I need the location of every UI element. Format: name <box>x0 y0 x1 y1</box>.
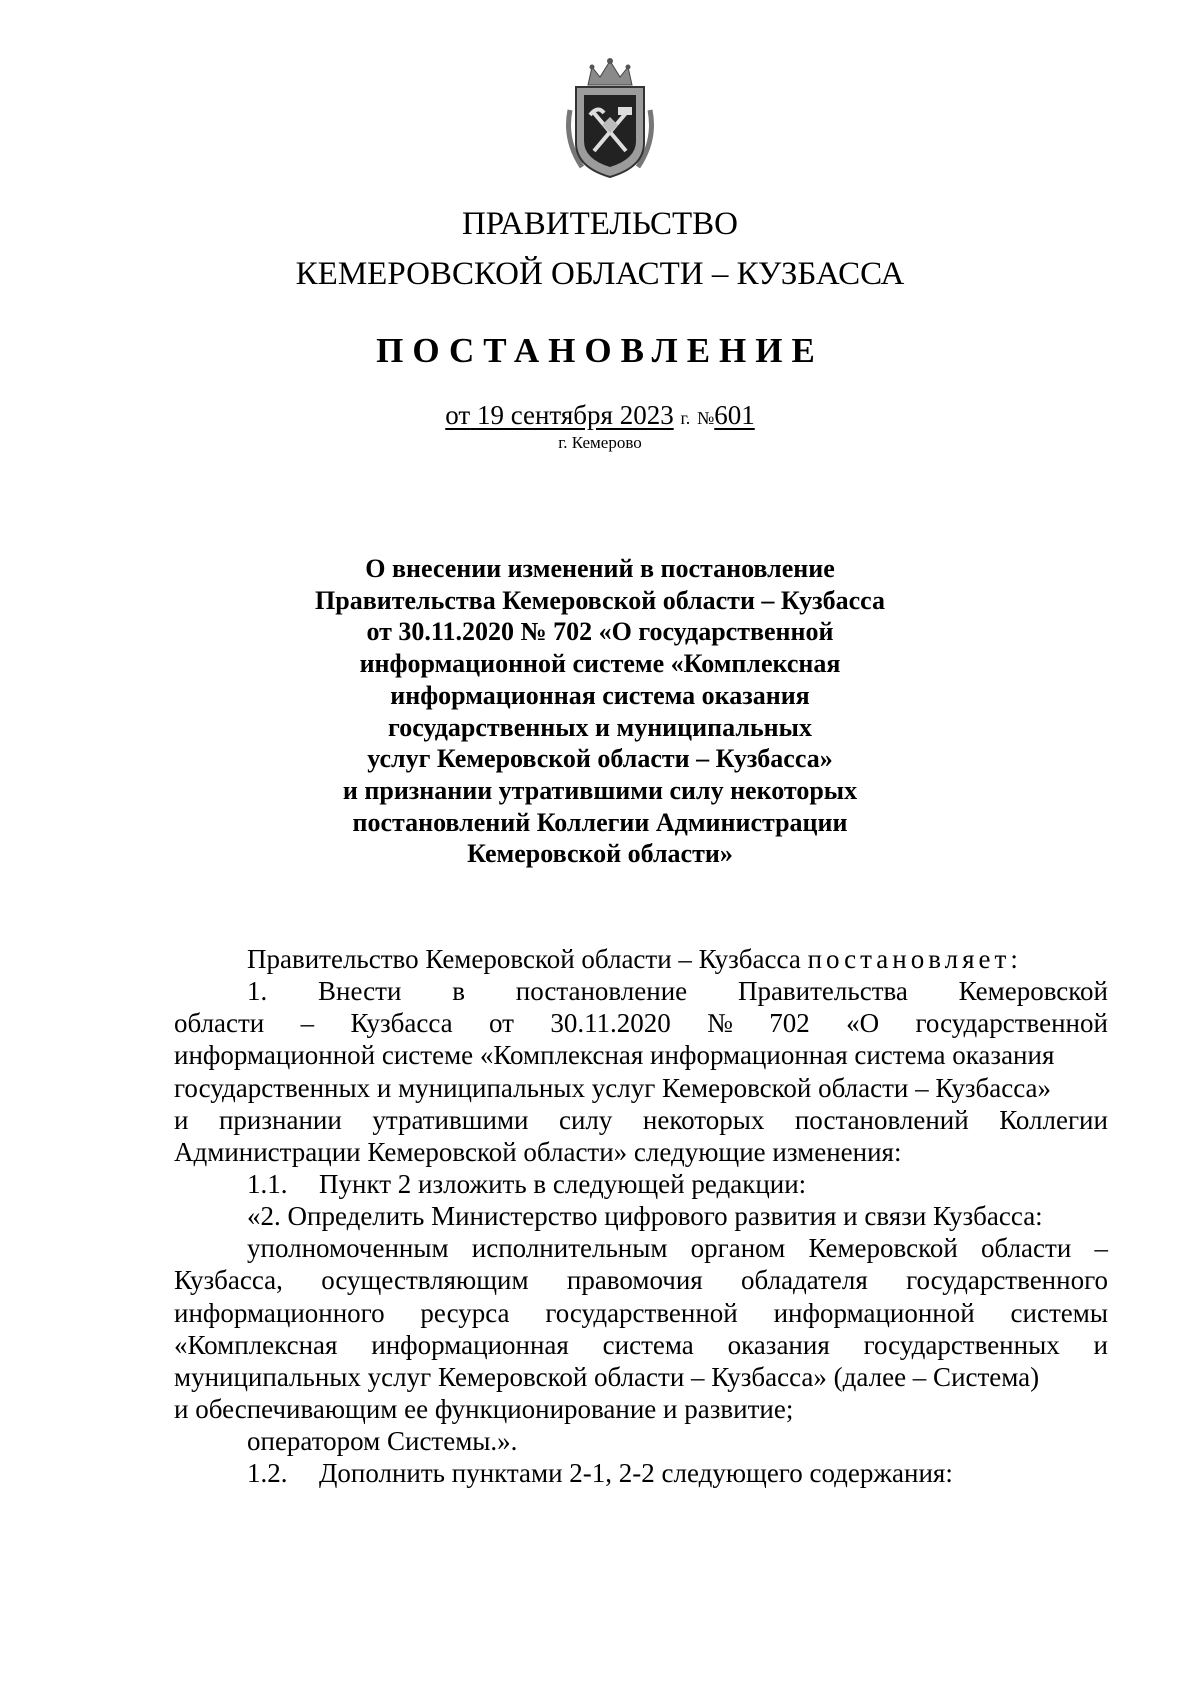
title-line: и признании утратившими силу некоторых <box>342 775 858 805</box>
item1-1-number: 1.1. <box>247 1168 288 1199</box>
item1-2: 1.2. Дополнить пунктами 2-1, 2-2 следующего содержания: <box>247 1458 953 1489</box>
title-line: от 30.11.2020 № 702 «О государственной <box>366 617 834 647</box>
quote-p2: оператором Системы.». <box>247 1426 518 1457</box>
quote-p1-line3: информационного ресурса государственной информационной системы <box>174 1297 1108 1328</box>
item1-number: 1. <box>247 976 268 1007</box>
quote-p1-line4: «Комплексная информационная система оказания государственных и <box>174 1329 1108 1360</box>
document-title <box>250 553 950 870</box>
document-date: 19 сентября 2023 <box>476 400 674 430</box>
title-line: О внесении изменений в постановление <box>365 554 835 583</box>
title-line: услуг Кемеровской области – Кузбасса» <box>367 744 833 774</box>
government-name-line1: ПРАВИТЕЛЬСТВО <box>461 206 739 242</box>
preamble: Правительство Кемеровской области – Кузбасса постановляет: <box>247 944 1018 974</box>
title-line: государственных и муниципальных <box>388 712 812 742</box>
kuzbass-coat-of-arms-icon <box>560 55 660 180</box>
item1-2-number: 1.2. <box>247 1458 288 1489</box>
preamble-keyword: постановляет <box>807 944 1011 974</box>
document-number: 601 <box>714 400 755 430</box>
title-line: постановлений Коллегии Администрации <box>352 807 848 837</box>
number-sign: № <box>697 408 715 428</box>
quote-line: «2. Определить Министерство цифрового развития и связи Кузбасса: <box>247 1201 1043 1232</box>
document-city: г. Кемерово <box>558 433 642 452</box>
title-line: информационная система оказания <box>390 680 810 710</box>
item1-line1: 1. Внести в постановление Правительства Кемеровской <box>247 976 1108 1007</box>
year-suffix: г. <box>680 408 691 428</box>
quote-p1-line1: уполномоченным исполнительным органом Кемеровской области – <box>247 1233 1108 1264</box>
document-date-number <box>0 402 1200 429</box>
quote-p1-line2: Кузбасса, осуществляющим правомочия обладателя государственного <box>174 1265 1108 1296</box>
item1-line5: и признании утратившими силу некоторых постановлений Коллегии <box>174 1104 1108 1135</box>
title-line: Правительства Кемеровской области – Кузбасса <box>315 585 885 615</box>
government-name-line2: КЕМЕРОВСКОЙ ОБЛАСТИ – КУЗБАССА <box>295 256 905 292</box>
document-type: ПОСТАНОВЛЕНИЕ <box>376 331 824 370</box>
item1-line6: Администрации Кемеровской области» следующие изменения: <box>174 1136 902 1167</box>
item1-line4: государственных и муниципальных услуг Кемеровской области – Кузбасса» <box>174 1072 1051 1103</box>
item1-1: 1.1. Пункт 2 изложить в следующей редакции: <box>247 1168 807 1199</box>
item1-line2: области – Кузбасса от 30.11.2020 № 702 «О государственной <box>174 1008 1108 1039</box>
date-prefix: от <box>445 400 471 430</box>
quote-p1-line5: муниципальных услуг Кемеровской области – Кузбасса» (далее – Система) <box>174 1361 1040 1392</box>
document-body <box>174 943 1108 1489</box>
quote-p1-line6: и обеспечивающим ее функционирование и развитие; <box>174 1393 794 1424</box>
item1-line3: информационной системе «Комплексная информационная система оказания <box>174 1040 1055 1071</box>
title-line: информационной системе «Комплексная <box>359 649 841 679</box>
title-line: Кемеровской области» <box>467 839 733 869</box>
